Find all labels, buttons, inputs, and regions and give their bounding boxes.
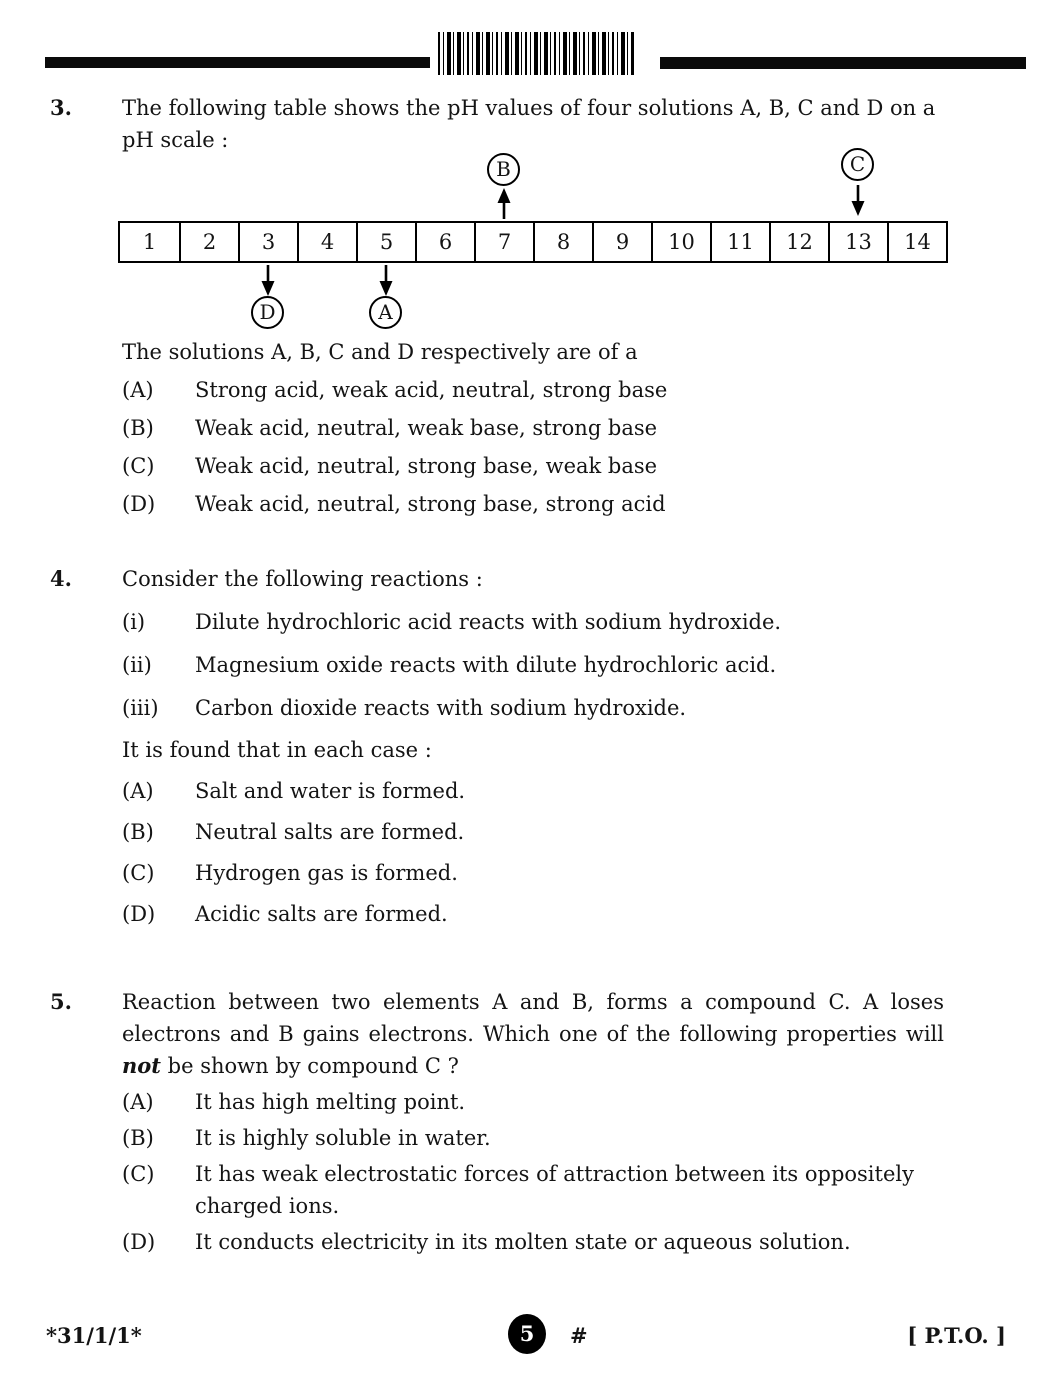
marker-circle-c: C [841,148,874,181]
marker-circle-a: A [369,296,402,329]
option-label: (A) [122,378,154,402]
sub-item-label: (i) [122,610,146,634]
option-row [122,1086,944,1118]
option-text: Weak acid, neutral, strong base, strong acid [195,492,666,516]
option-row [122,816,944,848]
ph-cell: 3 [238,223,297,261]
option-text: Hydrogen gas is formed. [195,861,458,885]
question-5 [50,986,950,1258]
down-arrow-icon [846,184,870,216]
option-label: (D) [122,1230,156,1254]
question-4 [50,563,950,930]
option-row [122,898,944,930]
ph-cell: 6 [415,223,474,261]
ph-scale-diagram [118,148,944,336]
option-label: (B) [122,1126,154,1150]
ph-cell: 11 [710,223,769,261]
barcode-icon [438,32,634,75]
option-row [122,1226,944,1258]
ph-cell: 10 [651,223,710,261]
option-label: (B) [122,416,154,440]
ph-cell: 2 [179,223,238,261]
option-text: Weak acid, neutral, strong base, weak base [195,454,658,478]
question-stem [122,986,944,1082]
option-label: (A) [122,779,154,803]
question-lead: It is found that in each case : [122,738,432,762]
question-body [122,986,944,1258]
option-text: Neutral salts are formed. [195,820,465,844]
ph-cell: 12 [769,223,828,261]
stem-not-word: not [122,1053,161,1078]
hash-mark: # [570,1323,588,1348]
ph-cell: 9 [592,223,651,261]
sub-item-text: Dilute hydrochloric acid reacts with sodium hydroxide. [195,610,782,634]
ph-cell: 5 [356,223,415,261]
sub-item-label: (ii) [122,653,152,677]
question-number: 3. [50,95,72,120]
option-text: Acidic salts are formed. [195,902,448,926]
down-arrow-icon [374,264,398,296]
header-left-rule [45,57,430,68]
options-list [122,374,944,520]
question-number: 5. [50,989,72,1014]
stem-text-after: be shown by compound C ? [160,1054,459,1078]
up-arrow-icon [492,188,516,220]
question-3 [50,92,950,520]
page-content [50,92,950,1258]
pto-label: [ P.T.O. ] [907,1323,1006,1348]
sub-item-row [122,606,944,638]
option-text: It conducts electricity in its molten state or aqueous solution. [195,1230,851,1254]
option-text: It is highly soluble in water. [195,1126,491,1150]
option-row [122,775,944,807]
ph-cell: 13 [828,223,887,261]
question-lead: The solutions A, B, C and D respectively are of a [122,340,638,364]
option-label: (C) [122,1162,155,1186]
sub-item-row [122,649,944,681]
sub-item-text: Carbon dioxide reacts with sodium hydroxide. [195,696,687,720]
option-text: Weak acid, neutral, weak base, strong base [195,416,658,440]
paper-code: *31/1/1* [46,1323,142,1348]
option-label: (C) [122,861,155,885]
marker-circle-b: B [487,153,520,186]
ph-cell: 4 [297,223,356,261]
option-row [122,374,944,406]
option-label: (C) [122,454,155,478]
sub-item-text: Magnesium oxide reacts with dilute hydrochloric acid. [195,653,777,677]
option-label: (A) [122,1090,154,1114]
ph-cell: 8 [533,223,592,261]
options-list [122,775,944,930]
option-row [122,412,944,444]
option-text: It has high melting point. [195,1090,466,1114]
ph-cell: 1 [142,230,157,254]
option-label: (D) [122,492,156,516]
question-body [122,92,944,520]
option-row [122,857,944,889]
option-row [122,488,944,520]
option-text: It has weak electrostatic forces of attraction between its oppositely charged ions. [195,1162,914,1218]
question-body [122,563,944,930]
options-list [122,1086,944,1258]
ph-scale-row [118,221,948,263]
ph-cell: 14 [887,223,946,261]
option-text: Salt and water is formed. [195,779,466,803]
page-number-badge: 5 [508,1314,546,1354]
question-stem: Consider the following reactions : [122,567,483,591]
option-text: Strong acid, weak acid, neutral, strong base [195,378,668,402]
question-stem: The following table shows the pH values of four solutions A, B, C and D on a pH scale : [122,96,936,152]
sub-item-label: (iii) [122,696,159,720]
header-right-rule [660,57,1026,69]
option-label: (D) [122,902,156,926]
option-label: (B) [122,820,154,844]
option-row [122,450,944,482]
ph-cell: 7 [474,223,533,261]
page-footer [46,1314,1006,1358]
stem-text-before: Reaction between two elements A and B, forms a compound C. A loses electrons and B gains electrons. Which one of the following properties will [122,990,944,1046]
marker-circle-d: D [251,296,284,329]
option-row [122,1122,944,1154]
down-arrow-icon [256,264,280,296]
sub-items-list [122,606,944,724]
question-number: 4. [50,566,72,591]
sub-item-row [122,692,944,724]
option-row [122,1158,944,1222]
